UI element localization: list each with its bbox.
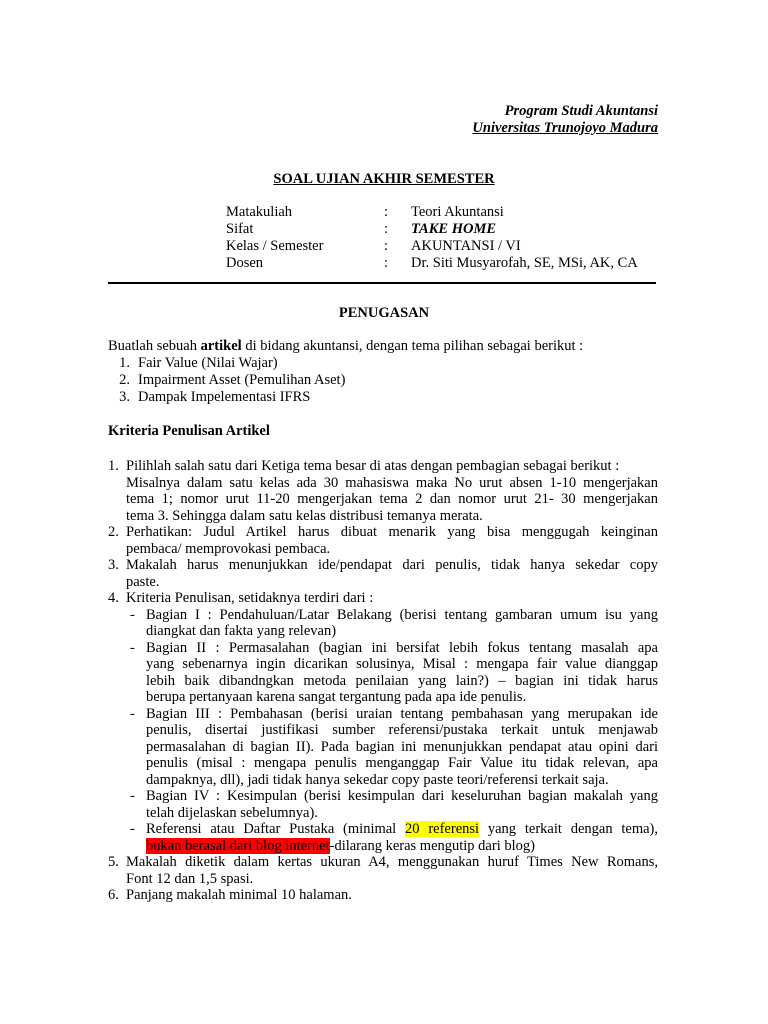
text-line: lebih baik dibandngkan metoda penilaian yang lain?) – bagian ini tidak harus <box>146 672 658 689</box>
intro-before: Buatlah sebuah <box>108 338 201 354</box>
info-colon: : <box>384 204 389 220</box>
info-colon: : <box>384 221 389 237</box>
text-line: Kriteria Penulisan, setidaknya terdiri dari : <box>126 590 374 606</box>
item-number: 6. <box>108 887 119 903</box>
item-body <box>126 590 658 854</box>
dash-bullet: - <box>130 705 135 722</box>
topic-item <box>108 389 658 406</box>
intro-text <box>108 338 658 355</box>
text-line: Bagian I : Pendahuluan/Latar Belakang (berisi tentang gambaran umum isu yang <box>146 606 658 623</box>
sub-item-references <box>126 821 658 854</box>
item-body <box>126 854 658 887</box>
dash-bullet: - <box>130 639 135 656</box>
section-title: PENUGASAN <box>338 305 430 321</box>
text-line: Font 12 dan 1,5 spasi. <box>126 870 254 887</box>
item-number: 4. <box>108 590 119 606</box>
topic-item <box>108 355 658 372</box>
sub-item-body <box>146 607 658 640</box>
info-row-class <box>226 238 638 255</box>
sub-item-body <box>146 788 658 821</box>
item-number: 3. <box>108 557 119 573</box>
item-body <box>126 458 658 524</box>
criteria-item-6 <box>108 887 658 904</box>
topic-number: 1. <box>119 355 130 371</box>
highlight-no-blog: bukan berasal dari blog internet <box>146 837 330 854</box>
topic-item <box>108 372 658 389</box>
info-value: Teori Akuntansi <box>411 204 504 220</box>
info-row-lecturer <box>226 255 638 272</box>
sub-item-discussion <box>126 706 658 789</box>
text-line: Pilihlah salah satu dari Ketiga tema besar di atas dengan pembagian sebagai berikut : <box>126 458 620 474</box>
text-line <box>146 821 658 838</box>
info-label: Matakuliah <box>226 204 293 220</box>
sub-item-conclusion <box>126 788 658 821</box>
text-line: Bagian III : Pembahasan (berisi uraian tentang pembahasan yang merupakan ide <box>146 705 658 722</box>
text-line: diangkat dan fakta yang relevan) <box>146 623 337 639</box>
references-tail: -dilarang keras mengutip dari blog) <box>329 837 535 854</box>
exam-info <box>226 204 638 272</box>
sub-item-introduction <box>126 607 658 640</box>
text-line: telah dijelaskan sebelumnya). <box>146 804 318 821</box>
intro-bold: artikel <box>200 338 242 354</box>
program-name: Program Studi Akuntansi <box>504 103 658 119</box>
university-name: Universitas Trunojoyo Madura <box>472 120 658 136</box>
text-line: Panjang makalah minimal 10 halaman. <box>126 887 352 903</box>
exam-title: SOAL UJIAN AKHIR SEMESTER <box>273 171 495 187</box>
info-label: Kelas / Semester <box>226 238 324 254</box>
text-line: Makalah harus menunjukkan ide/pendapat dari penulis, tidak hanya sekedar copy <box>126 557 658 573</box>
text-line: permasalahan di bagian II). Pada bagian ini menunjukkan pendapat atau opini dari <box>146 738 658 755</box>
info-value: TAKE HOME <box>411 221 497 237</box>
text-line: penulis (misal : mengapa penulis menganggap Fair Value itu tidak relevan, apa <box>146 755 658 771</box>
horizontal-divider <box>108 282 656 284</box>
info-row-course <box>226 204 638 221</box>
info-row-type <box>226 221 638 238</box>
info-value: Dr. Siti Musyarofah, SE, MSi, AK, CA <box>411 255 638 271</box>
text-line: yang sebenarnya ingin dicarikan solusinya, Misal : mengapa fair value dianggap <box>146 656 658 672</box>
criteria-heading: Kriteria Penulisan Artikel <box>108 423 270 439</box>
topic-number: 2. <box>119 372 130 388</box>
item-body <box>126 524 658 557</box>
criteria-item-2 <box>108 524 658 557</box>
info-label: Dosen <box>226 255 264 271</box>
topic-text: Impairment Asset (Pemulihan Aset) <box>138 372 346 388</box>
item-number: 1. <box>108 458 119 474</box>
text-line: Makalah diketik dalam kertas ukuran A4, menggunakan huruf Times New Romans, <box>126 854 658 870</box>
text-line: Misalnya dalam satu kelas ada 30 mahasiswa maka No urut absen 1-10 mengerjakan <box>126 474 658 491</box>
text-line: tema 1; nomor urut 11-20 mengerjakan tema 2 dan nomor urut 21- 30 mengerjakan <box>126 491 658 507</box>
item-body <box>126 557 658 590</box>
topic-text: Fair Value (Nilai Wajar) <box>138 355 278 371</box>
criteria-item-4 <box>108 590 658 854</box>
info-value: AKUNTANSI / VI <box>411 238 521 254</box>
header <box>472 103 658 137</box>
text-line: Perhatikan: Judul Artikel harus dibuat menarik yang bisa menggugah keinginan <box>126 524 658 540</box>
text-line: paste. <box>126 573 160 590</box>
text-line: berupa pertanyaan karena sangat tergantung pada apa ide penulis. <box>146 689 527 705</box>
text-line: Bagian II : Permasalahan (bagian ini bersifat lebih fokus tentang masalah apa <box>146 639 658 656</box>
item-number: 5. <box>108 854 119 870</box>
text-line: tema 3. Sehingga dalam satu kelas distribusi temanya merata. <box>126 507 483 524</box>
intro-after: di bidang akuntansi, dengan tema pilihan sebagai berikut : <box>241 338 584 354</box>
criteria-list <box>108 458 658 904</box>
text-line: dampaknya, dll), jadi tidak hanya sekedar copy paste teori/referensi terkait saja. <box>146 771 609 788</box>
info-colon: : <box>384 255 389 271</box>
topic-number: 3. <box>119 389 130 405</box>
highlight-min-references: 20 referensi <box>405 821 480 837</box>
text-line: pembaca/ memprovokasi pembaca. <box>126 540 331 557</box>
info-label: Sifat <box>226 221 254 237</box>
dash-bullet: - <box>130 606 135 623</box>
dash-bullet: - <box>130 788 135 804</box>
item-body <box>126 887 658 904</box>
criteria-item-1 <box>108 458 658 524</box>
sub-item-body <box>146 706 658 789</box>
text-line: penulis, disertai justifikasi sumber referensi/pustaka terkait untuk menjawab <box>146 722 658 738</box>
sub-item-body <box>146 821 658 854</box>
references-post: yang terkait dengan tema), <box>479 821 659 837</box>
text-line <box>146 838 658 855</box>
references-pre: Referensi atau Daftar Pustaka (minimal <box>146 821 406 837</box>
info-colon: : <box>384 238 389 254</box>
topic-text: Dampak Impelementasi IFRS <box>138 389 311 405</box>
sub-item-problem <box>126 640 658 706</box>
criteria-item-3 <box>108 557 658 590</box>
sub-item-body <box>146 640 658 706</box>
item-number: 2. <box>108 524 119 540</box>
dash-bullet: - <box>130 821 135 837</box>
criteria-item-5 <box>108 854 658 887</box>
topic-list <box>108 355 658 406</box>
text-line: Bagian IV : Kesimpulan (berisi kesimpulan dari keseluruhan bagian makalah yang <box>146 788 658 804</box>
